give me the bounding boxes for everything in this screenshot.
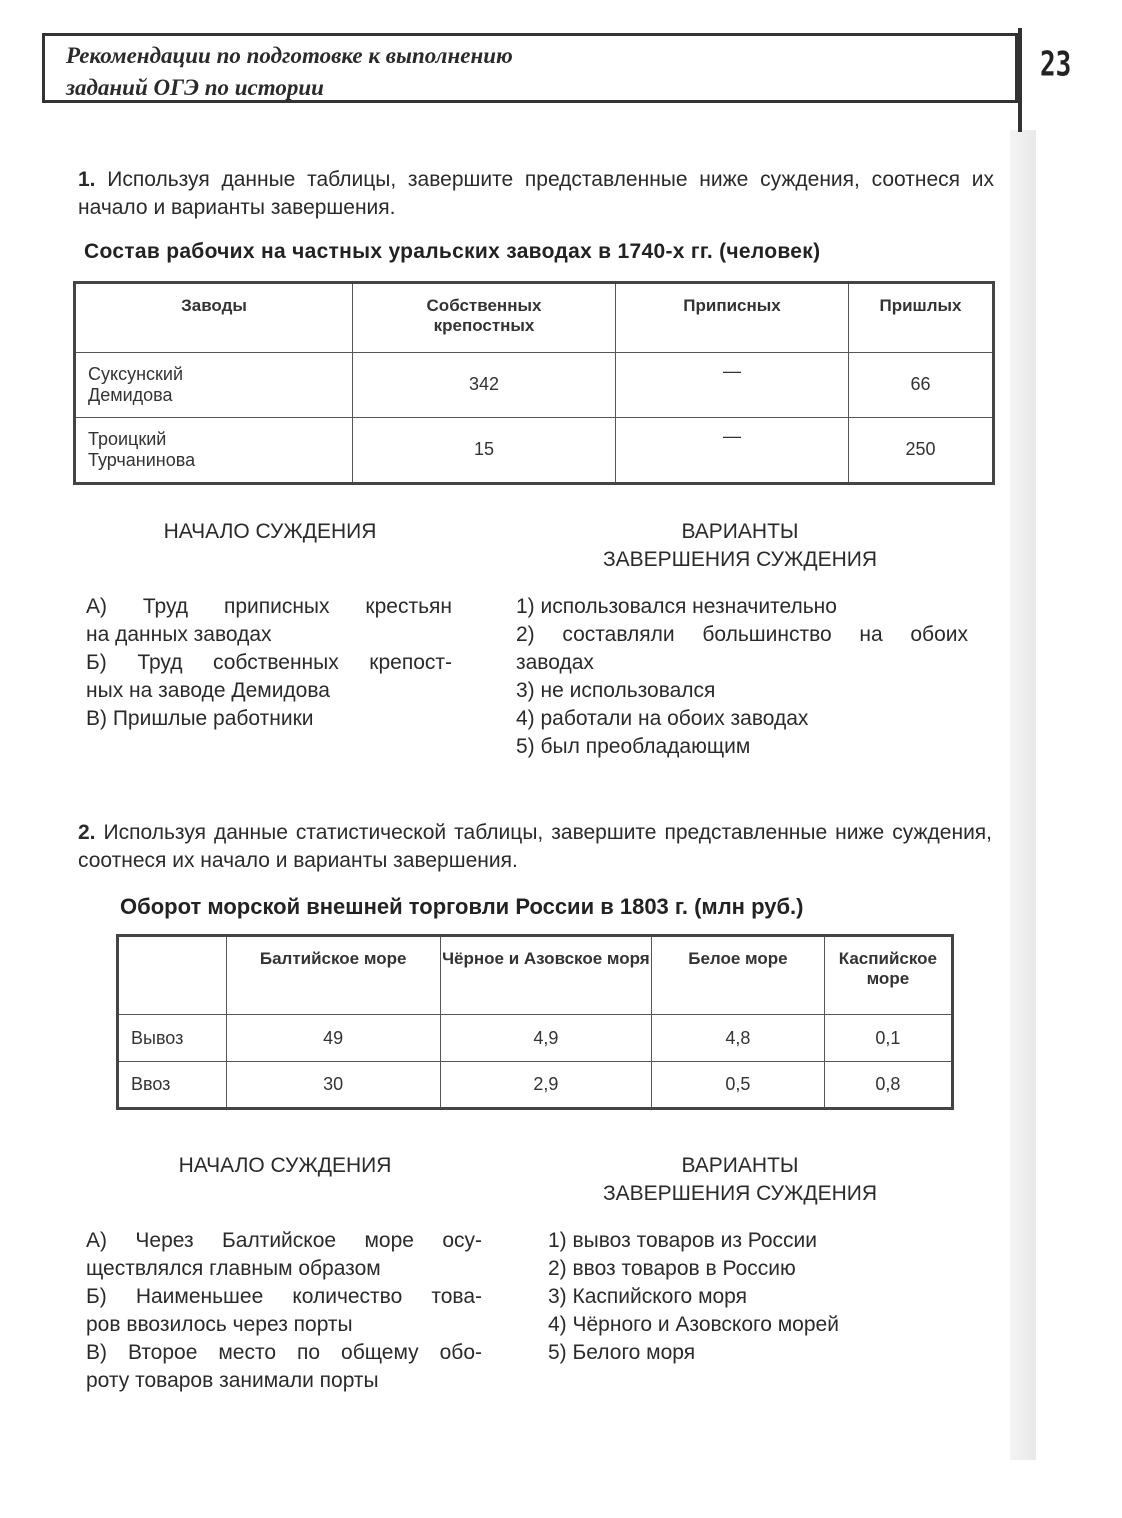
list-item: 3) Каспийского моря [548, 1285, 747, 1308]
table-header-cell: Каспийское море [824, 936, 952, 1015]
list-item: Б) Наименьшее количество това- [86, 1285, 482, 1308]
table-cell: 0,5 [652, 1062, 825, 1109]
table-cell: Троицкий Турчанинова [75, 417, 353, 483]
table-header-cell: Балтийское море [226, 936, 440, 1015]
list-item: 4) Чёрного и Азовского морей [548, 1313, 839, 1336]
table-cell: Суксунский Демидова [75, 353, 353, 418]
list-item: 2) ввоз товаров в Россию [548, 1257, 796, 1280]
task1-options-header-line1: ВАРИАНТЫ [681, 520, 799, 543]
table-header-cell: Белое море [652, 936, 825, 1015]
task2-intro-text: Используя данные статистической таблицы, завершите представленные ниже суждения, соотнеся их начало и варианты завершения. [78, 821, 993, 872]
table-cell: — [616, 353, 849, 418]
table-cell: 2,9 [440, 1062, 651, 1109]
list-item: ных на заводе Демидова [86, 679, 330, 702]
list-item: 1) вывоз товаров из России [548, 1229, 818, 1252]
list-item: ров ввозилось через порты [86, 1313, 353, 1336]
list-item: 3) не использовался [516, 679, 716, 702]
task1-intro-text: Используя данные таблицы, завершите представленные ниже суждения, соотнеся их начало и варианты завершения. [78, 168, 994, 219]
list-item: А) Труд приписных крестьян [86, 595, 452, 618]
task2-number: 2. [78, 821, 96, 844]
list-item: 5) был преобладающим [516, 735, 751, 758]
task1-options-list [516, 593, 968, 761]
list-item: ществлялся главным образом [86, 1257, 381, 1280]
table-row [75, 417, 994, 483]
header-title [66, 40, 966, 104]
table-cell: Ввоз [118, 1062, 227, 1109]
table-cell: 15 [353, 417, 616, 483]
list-item: 2) составляли большинство на обоих [516, 623, 968, 646]
table-cell: — [616, 417, 849, 483]
task1-table-title: Состав рабочих на частных уральских заводах в 1740-х гг. (человек) [84, 240, 821, 263]
list-item: на данных заводах [86, 623, 272, 646]
page-number: 23 [1040, 45, 1072, 85]
task2-intro [78, 819, 992, 875]
task1-options-header [560, 518, 920, 574]
task2-options-list [548, 1227, 948, 1367]
table-header-row [118, 936, 953, 1015]
task1-start-header: НАЧАЛО СУЖДЕНИЯ [163, 520, 377, 543]
table-row [75, 353, 994, 418]
list-item: роту товаров занимали порты [86, 1369, 379, 1392]
task2-options-header [560, 1152, 920, 1208]
table-cell: 66 [849, 353, 994, 418]
table-cell: 250 [849, 417, 994, 483]
table-header-row [75, 283, 994, 353]
table-header-cell: Приписных [616, 283, 849, 353]
table-header-cell [118, 936, 227, 1015]
table-cell: 4,9 [440, 1015, 651, 1062]
table-cell: 49 [226, 1015, 440, 1062]
list-item: Б) Труд собственных крепост- [86, 651, 452, 674]
table-header-cell: Чёрное и Азовское моря [440, 936, 651, 1015]
task2-start-header: НАЧАЛО СУЖДЕНИЯ [178, 1154, 392, 1177]
header-title-line2: заданий ОГЭ по истории [66, 75, 324, 100]
list-item: 1) использовался незначительно [516, 595, 837, 618]
table-cell: 0,1 [824, 1015, 952, 1062]
task2-table [116, 934, 954, 1110]
list-item: В) Второе место по общему обо- [86, 1341, 482, 1364]
task1-starts-list [86, 593, 452, 733]
table-header-cell: Пришлых [849, 283, 994, 353]
list-item: В) Пришлые работники [86, 707, 314, 730]
task1-intro [78, 166, 994, 222]
task2-starts-list [86, 1227, 482, 1395]
header-vertical-rule [1018, 28, 1022, 132]
table-cell: 342 [353, 353, 616, 418]
table-row [118, 1015, 953, 1062]
table-row [118, 1062, 953, 1109]
page-edge-shading [1010, 130, 1036, 1460]
task1-table [73, 281, 995, 485]
table-cell: 0,8 [824, 1062, 952, 1109]
task1-number: 1. [78, 168, 96, 191]
task2-table-title: Оборот морской внешней торговли России в 1803 г. (млн руб.) [120, 894, 804, 919]
table-cell: 4,8 [652, 1015, 825, 1062]
task1-options-header-line2: ЗАВЕРШЕНИЯ СУЖДЕНИЯ [602, 548, 878, 571]
list-item: заводах [516, 651, 594, 674]
table-cell: Вывоз [118, 1015, 227, 1062]
table-header-cell: Собственных крепостных [353, 283, 616, 353]
list-item: 4) работали на обоих заводах [516, 707, 809, 730]
table-cell: 30 [226, 1062, 440, 1109]
task2-options-header-line2: ЗАВЕРШЕНИЯ СУЖДЕНИЯ [602, 1182, 878, 1205]
list-item: 5) Белого моря [548, 1341, 696, 1364]
table-header-cell: Заводы [75, 283, 353, 353]
task2-options-header-line1: ВАРИАНТЫ [681, 1154, 799, 1177]
list-item: А) Через Балтийское море осу- [86, 1229, 482, 1252]
header-title-line1: Рекомендации по подготовке к выполнению [66, 43, 513, 68]
